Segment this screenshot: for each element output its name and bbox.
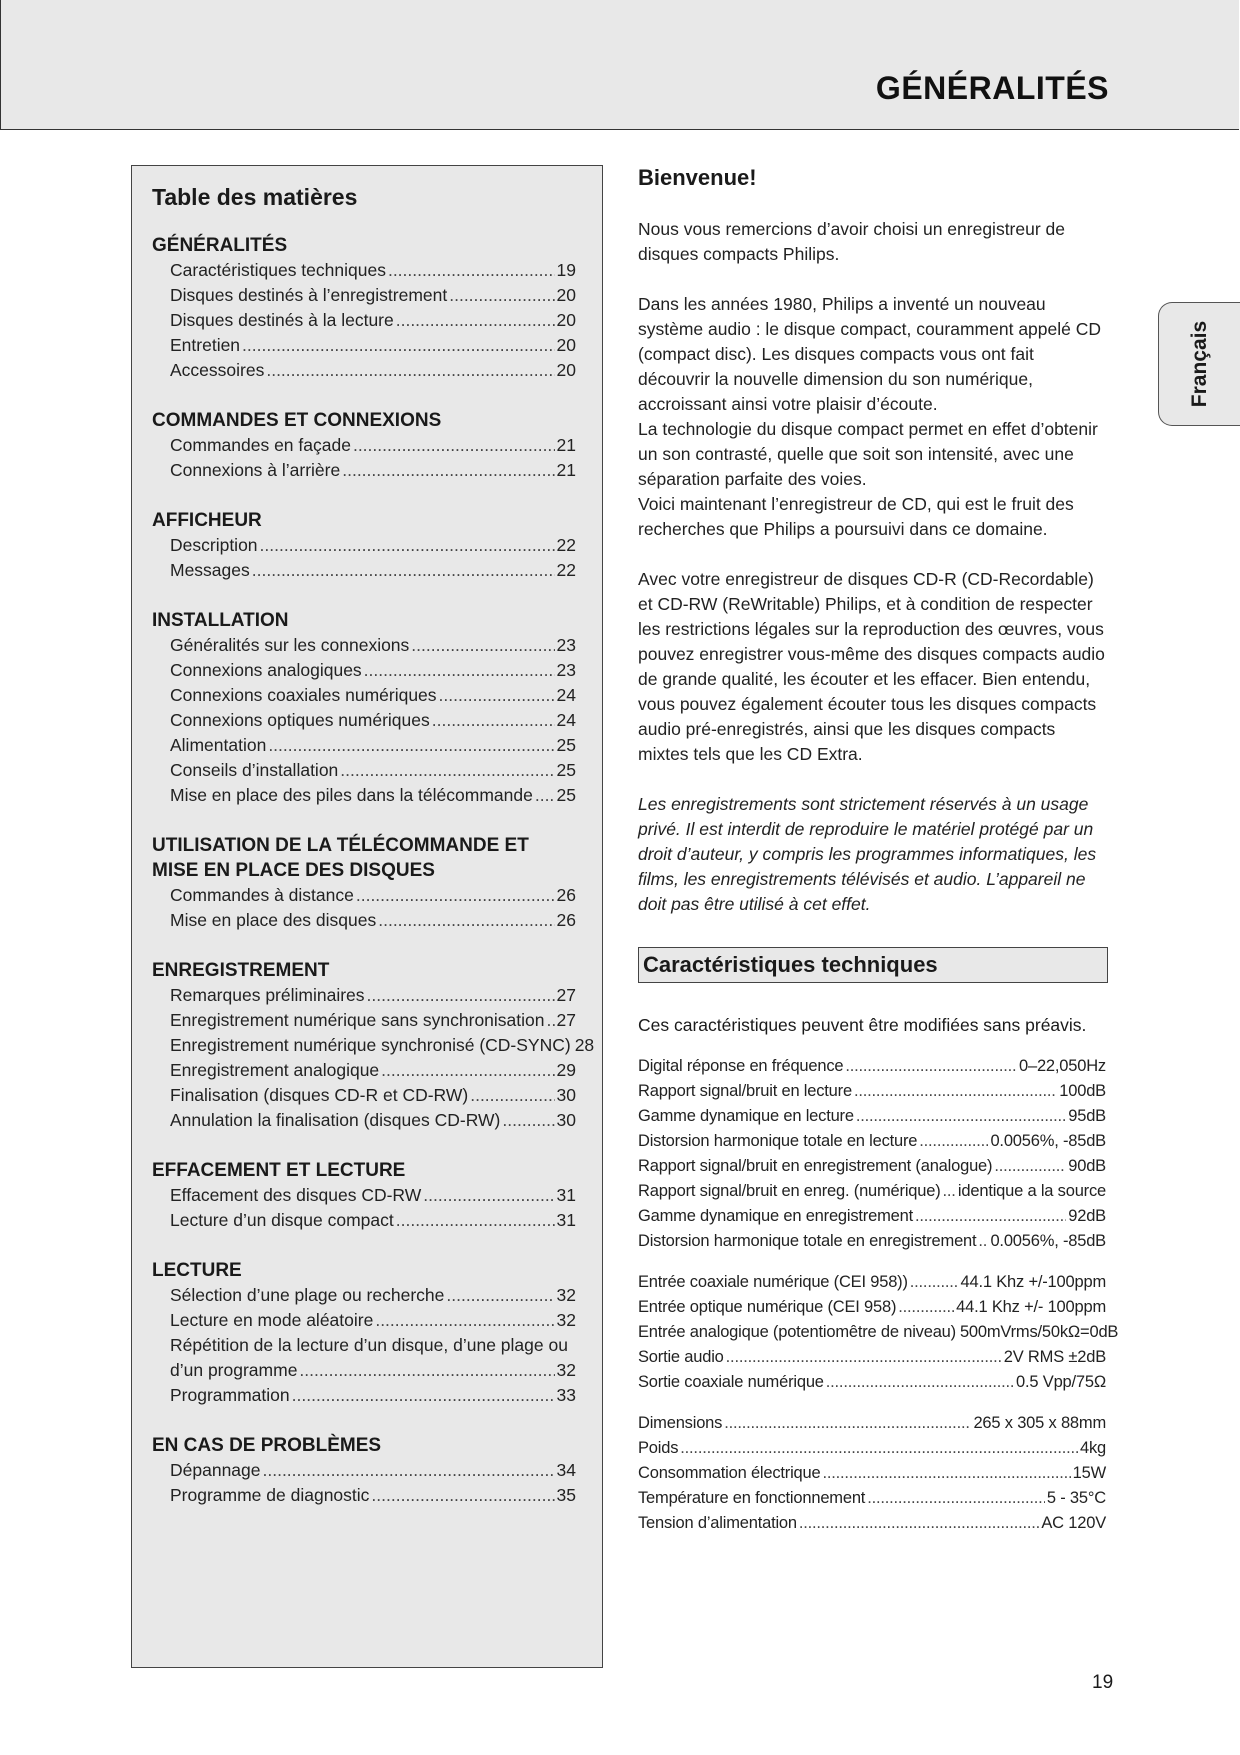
toc-section-heading: LECTURE	[152, 1260, 242, 1281]
toc-entry	[152, 1008, 576, 1033]
dot-leader	[353, 433, 555, 458]
spec-group	[638, 1411, 1106, 1536]
toc-section	[152, 1433, 576, 1508]
toc-entry-page: 25	[556, 760, 576, 780]
toc-entry-page: 26	[556, 910, 576, 930]
dot-leader	[826, 1370, 1014, 1395]
dot-leader	[364, 658, 555, 683]
dot-leader	[994, 1154, 1066, 1179]
spec-row	[638, 1079, 1106, 1104]
toc-entry-label: Connexions optiques numériques	[170, 710, 430, 730]
recording-paragraph: Avec votre enregistreur de disques CD-R (CD-Recordable) et CD-RW (ReWritable) Philips, et à condition de respecter les restrictions légales sur la reproduction des œuvres, vous pouvez enregistrer vous-même des disques compacts audio de grande qualité, les écouter et les effacer. Bien entendu, vous pouvez également écouter tous les disques compacts audio pré-enregistrés, ainsi que les disques compacts mixtes tels que les CD Extra.	[638, 569, 1105, 764]
page-title: GÉNÉRALITÉS	[875, 70, 1109, 106]
toc-entry	[152, 533, 576, 558]
toc-entry-page: 32	[556, 1310, 576, 1330]
legal-notice: Les enregistrements sont strictement réservés à un usage privé. Il est interdit de reproduire le matériel protégé par un droit d’auteur, y compris les programmes informatiques, les films, les enregistrements télévisés et audio. L’appareil ne doit pas être utilisé à cet effet.	[638, 794, 1097, 914]
dot-leader	[242, 333, 554, 358]
toc-entry	[152, 658, 576, 683]
specs-title: Caractéristiques techniques	[638, 947, 1108, 983]
toc-entry	[152, 1333, 576, 1358]
toc-entry-page: 30	[556, 1110, 576, 1130]
dot-leader	[396, 1208, 555, 1233]
toc-entry-continuation	[152, 1358, 576, 1383]
toc-entry	[152, 258, 576, 283]
toc-entry-page: 24	[556, 710, 576, 730]
toc-entry-label: Description	[170, 535, 258, 555]
spec-label: Poids	[638, 1439, 679, 1457]
dot-leader	[299, 1358, 554, 1383]
dot-leader	[535, 783, 555, 808]
toc-entry-page: 34	[556, 1460, 576, 1480]
spec-value: 0.0056%, -85dB	[990, 1232, 1106, 1250]
toc-entry-page: 20	[556, 285, 576, 305]
toc-entry-label: Dépannage	[170, 1460, 261, 1480]
spec-row	[638, 1154, 1106, 1179]
toc-entry-label: Lecture en mode aléatoire	[170, 1310, 374, 1330]
spec-value: 5 - 35°C	[1046, 1489, 1106, 1507]
spec-row	[638, 1320, 1119, 1345]
language-tab	[1158, 302, 1240, 426]
dot-leader	[396, 308, 555, 333]
toc-entry-label: Répétition de la lecture d’un disque, d’une plage ou	[170, 1335, 568, 1355]
dot-leader	[268, 733, 554, 758]
dot-leader	[342, 458, 554, 483]
toc-entry-label: Programmation	[170, 1385, 290, 1405]
toc-entry-label: Généralités sur les connexions	[170, 635, 410, 655]
dot-leader	[446, 1283, 554, 1308]
toc-entry-label: Disques destinés à l’enregistrement	[170, 285, 448, 305]
spec-row	[638, 1461, 1106, 1486]
toc-entry-page: 31	[556, 1210, 576, 1230]
spec-label: Rapport signal/bruit en enregistrement (analogue)	[638, 1157, 993, 1175]
toc-section-heading: ENREGISTREMENT	[152, 960, 330, 981]
spec-row	[638, 1179, 1106, 1204]
toc-entry	[152, 633, 576, 658]
dot-leader	[910, 1270, 959, 1295]
dot-leader	[375, 1308, 554, 1333]
toc-entry	[152, 783, 576, 808]
toc-entry-label: Lecture d’un disque compact	[170, 1210, 394, 1230]
toc-section-heading: EFFACEMENT ET LECTURE	[152, 1160, 406, 1181]
toc-entry-label: Remarques préliminaires	[170, 985, 365, 1005]
toc-entry-page: 30	[556, 1085, 576, 1105]
toc-entry	[152, 1108, 576, 1133]
toc-entry-page: 27	[556, 1010, 576, 1030]
toc-entry-page: 32	[556, 1285, 576, 1305]
dot-leader	[978, 1229, 988, 1254]
spec-value: 90dB	[1068, 1157, 1106, 1175]
history-paragraph: Dans les années 1980, Philips a inventé un nouveau système audio : le disque compact, couramment appelé CD (compact disc). Les disques compacts vous ont fait découvrir la nouvelle dimension du son numérique, accroissant ainsi votre plaisir d’écoute.	[638, 294, 1102, 414]
toc-entry-label: Caractéristiques techniques	[170, 260, 386, 280]
dot-leader	[823, 1461, 1071, 1486]
toc-entry	[152, 1283, 576, 1308]
toc-section-heading: UTILISATION DE LA TÉLÉCOMMANDE ET MISE EN PLACE DES DISQUES	[152, 835, 529, 881]
toc-entry-page: 33	[556, 1385, 576, 1405]
spec-value: 2V RMS ±2dB	[1003, 1348, 1106, 1366]
toc-entry	[152, 708, 576, 733]
spec-row	[638, 1204, 1106, 1229]
toc-section	[152, 233, 576, 383]
dot-leader	[252, 558, 555, 583]
spec-label: Sortie coaxiale numérique	[638, 1373, 824, 1391]
toc-entry-label: Commandes à distance	[170, 885, 354, 905]
toc-entry	[152, 433, 576, 458]
spec-value: 15W	[1072, 1464, 1106, 1482]
toc-entry-page: 24	[556, 685, 576, 705]
spec-row	[638, 1054, 1106, 1079]
specs-intro: Ces caractéristiques peuvent être modifiées sans préavis.	[638, 1015, 1087, 1035]
toc-entry-label: Effacement des disques CD-RW	[170, 1185, 422, 1205]
dot-leader	[854, 1079, 1057, 1104]
spec-value: 4kg	[1079, 1439, 1106, 1457]
spec-value: 44.1 Khz +/-100ppm	[960, 1273, 1106, 1291]
toc-entry-label: Sélection d’une plage ou recherche	[170, 1285, 445, 1305]
toc-entry-label: Mise en place des disques	[170, 910, 377, 930]
toc-section	[152, 833, 576, 933]
spec-label: Dimensions	[638, 1414, 723, 1432]
toc-entry	[152, 358, 576, 383]
toc-entry	[152, 883, 576, 908]
toc-entry-label: Accessoires	[170, 360, 265, 380]
spec-row	[638, 1104, 1106, 1129]
toc-entry-page: 19	[556, 260, 576, 280]
toc-entry	[152, 1033, 595, 1058]
dot-leader	[726, 1345, 1002, 1370]
toc-entry-page: 21	[556, 435, 576, 455]
welcome-paragraph: Nous vous remercions d’avoir choisi un enregistreur de disques compacts Philips.	[638, 219, 1066, 264]
language-tab-label: Français	[1187, 320, 1211, 408]
dot-leader	[371, 1483, 554, 1508]
spec-row	[638, 1411, 1106, 1436]
spec-label: Sortie audio	[638, 1348, 724, 1366]
toc-entry-label: Annulation la finalisation (disques CD-RW)	[170, 1110, 501, 1130]
toc-section	[152, 508, 576, 583]
toc-entry-page: 25	[556, 735, 576, 755]
toc-entry-label: Entretien	[170, 335, 241, 355]
toc-entry-page: 21	[556, 460, 576, 480]
toc-entry	[152, 983, 576, 1008]
toc-entry-page: 20	[556, 310, 576, 330]
dot-leader	[502, 1108, 554, 1133]
toc-entry-label: Alimentation	[170, 735, 267, 755]
spec-label: Gamme dynamique en lecture	[638, 1107, 854, 1125]
dot-leader	[799, 1511, 1039, 1536]
spec-value: 100dB	[1059, 1082, 1106, 1100]
spec-label: Consommation électrique	[638, 1464, 821, 1482]
toc-entry	[152, 1083, 576, 1108]
spec-row	[638, 1295, 1106, 1320]
spec-label: Distorsion harmonique totale en lecture	[638, 1132, 918, 1150]
toc-section	[152, 408, 576, 483]
dot-leader	[845, 1054, 1017, 1079]
dot-leader	[432, 708, 555, 733]
spec-label: Gamme dynamique en enregistrement	[638, 1207, 913, 1225]
spec-value: 0.5 Vpp/75Ω	[1016, 1373, 1106, 1391]
spec-value: identique a la source	[957, 1182, 1106, 1200]
page-number: 19	[1092, 1672, 1114, 1693]
spec-value: 95dB	[1068, 1107, 1106, 1125]
spec-row	[638, 1436, 1106, 1461]
toc-entry-label-cont: d’un programme	[170, 1360, 298, 1380]
toc-entry-page: 28	[574, 1035, 595, 1055]
spec-value: 92dB	[1068, 1207, 1106, 1225]
toc-section	[152, 1158, 576, 1233]
spec-label: Entrée coaxiale numérique (CEI 958))	[638, 1273, 908, 1291]
toc-entry	[152, 1383, 576, 1408]
toc-section-heading: COMMANDES ET CONNEXIONS	[152, 410, 442, 431]
spec-row	[638, 1370, 1106, 1395]
toc-entry-page: 20	[556, 360, 576, 380]
toc-section-heading: EN CAS DE PROBLÈMES	[152, 1435, 382, 1456]
dot-leader	[449, 283, 554, 308]
dot-leader	[263, 1458, 555, 1483]
spec-group	[638, 1054, 1106, 1254]
header-band	[0, 0, 1239, 130]
dot-leader	[439, 683, 555, 708]
toc-entry	[152, 1208, 576, 1233]
toc-entry-page: 31	[556, 1185, 576, 1205]
toc-entry-label: Connexions analogiques	[170, 660, 362, 680]
spec-label: Température en fonctionnement	[638, 1489, 866, 1507]
toc-entry-label: Enregistrement numérique synchronisé (CD-SYNC)	[170, 1035, 571, 1055]
toc-entry-label: Commandes en façade	[170, 435, 351, 455]
spec-value: 0.0056%, -85dB	[990, 1132, 1106, 1150]
toc-entry-label: Enregistrement numérique sans synchronisation	[170, 1010, 545, 1030]
toc-entry-page: 25	[556, 785, 576, 805]
dot-leader	[381, 1058, 554, 1083]
toc-entry	[152, 1308, 576, 1333]
spec-label: Rapport signal/bruit en enreg. (numérique)	[638, 1182, 941, 1200]
spec-value: 265 x 305 x 88mm	[973, 1414, 1106, 1432]
spec-value: AC 120V	[1041, 1514, 1106, 1532]
toc-entry-label: Finalisation (disques CD-R et CD-RW)	[170, 1085, 469, 1105]
table-of-contents	[131, 165, 603, 1668]
spec-value: 500mVrms/50kΩ=0dB	[959, 1323, 1119, 1341]
toc-entry-page: 23	[556, 660, 576, 680]
spec-label: Entrée optique numérique (CEI 958)	[638, 1298, 897, 1316]
toc-entry	[152, 908, 576, 933]
dot-leader	[470, 1083, 554, 1108]
dot-leader	[266, 358, 554, 383]
main-content	[638, 165, 1119, 1552]
toc-entry	[152, 683, 576, 708]
spec-row	[638, 1129, 1106, 1154]
toc-entry	[152, 558, 576, 583]
toc-entry-page: 35	[556, 1485, 576, 1505]
toc-entry	[152, 458, 576, 483]
toc-section	[152, 1258, 576, 1408]
spec-value: 0–22,050Hz	[1019, 1057, 1106, 1075]
toc-section-heading: INSTALLATION	[152, 610, 289, 631]
toc-entry	[152, 333, 576, 358]
toc-entry-label: Connexions coaxiales numériques	[170, 685, 437, 705]
dot-leader	[724, 1411, 971, 1436]
toc-entry-page: 22	[556, 560, 576, 580]
dot-leader	[680, 1436, 1078, 1461]
dot-leader	[356, 883, 555, 908]
toc-section	[152, 958, 595, 1133]
dot-leader	[943, 1179, 956, 1204]
toc-entry-page: 29	[556, 1060, 576, 1080]
toc-entry	[152, 308, 576, 333]
toc-entry-label: Messages	[170, 560, 250, 580]
toc-entry	[152, 283, 576, 308]
toc-entry-label: Disques destinés à la lecture	[170, 310, 394, 330]
dot-leader	[292, 1383, 555, 1408]
toc-entry-label: Conseils d’installation	[170, 760, 339, 780]
dot-leader	[378, 908, 554, 933]
dot-leader	[411, 633, 554, 658]
spec-label: Entrée analogique (potentiomêtre de niveau)	[638, 1323, 956, 1341]
toc-entry-page: 26	[556, 885, 576, 905]
specs-list	[638, 1054, 1119, 1536]
dot-leader	[260, 533, 555, 558]
toc-entry	[152, 1183, 576, 1208]
toc-entry-page: 23	[556, 635, 576, 655]
dot-leader	[367, 983, 555, 1008]
dot-leader	[867, 1486, 1045, 1511]
toc-section-heading: GÉNÉRALITÉS	[152, 235, 288, 256]
dot-leader	[340, 758, 554, 783]
spec-row	[638, 1229, 1106, 1254]
recorder-paragraph: Voici maintenant l’enregistreur de CD, qui est le fruit des recherches que Philips a poursuivi dans ce domaine.	[638, 494, 1074, 539]
spec-value: 44.1 Khz +/- 100ppm	[956, 1298, 1106, 1316]
dot-leader	[547, 1008, 555, 1033]
toc-section	[152, 608, 576, 808]
spec-label: Tension d’alimentation	[638, 1514, 797, 1532]
toc-entry-label: Programme de diagnostic	[170, 1485, 370, 1505]
toc-sections	[152, 233, 595, 1508]
welcome-title: Bienvenue!	[638, 165, 757, 190]
spec-row	[638, 1345, 1106, 1370]
toc-entry-page: 22	[556, 535, 576, 555]
dot-leader	[856, 1104, 1066, 1129]
dot-leader	[898, 1295, 954, 1320]
spec-group	[638, 1270, 1119, 1395]
spec-label: Rapport signal/bruit en lecture	[638, 1082, 852, 1100]
toc-section-heading: AFFICHEUR	[152, 510, 262, 531]
toc-entry	[152, 733, 576, 758]
toc-entry-page: 32	[556, 1360, 576, 1380]
toc-entry	[152, 1458, 576, 1483]
dot-leader	[915, 1204, 1066, 1229]
toc-entry	[152, 758, 576, 783]
dot-leader	[919, 1129, 988, 1154]
spec-row	[638, 1486, 1106, 1511]
toc-entry-label: Enregistrement analogique	[170, 1060, 380, 1080]
toc-entry-label: Mise en place des piles dans la télécommande	[170, 785, 533, 805]
toc-title: Table des matières	[152, 184, 358, 210]
spec-label: Distorsion harmonique totale en enregistrement	[638, 1232, 977, 1250]
dot-leader	[388, 258, 555, 283]
toc-entry-label: Connexions à l’arrière	[170, 460, 341, 480]
toc-entry	[152, 1058, 576, 1083]
spec-label: Digital réponse en fréquence	[638, 1057, 844, 1075]
dot-leader	[423, 1183, 554, 1208]
spec-row	[638, 1511, 1106, 1536]
toc-entry-page: 20	[556, 335, 576, 355]
toc-entry	[152, 1483, 576, 1508]
spec-row	[638, 1270, 1106, 1295]
toc-entry-page: 27	[556, 985, 576, 1005]
technology-paragraph: La technologie du disque compact permet en effet d’obtenir un son contrasté, quelle que soit son intensité, avec une séparation parfaite des voies.	[638, 419, 1098, 489]
